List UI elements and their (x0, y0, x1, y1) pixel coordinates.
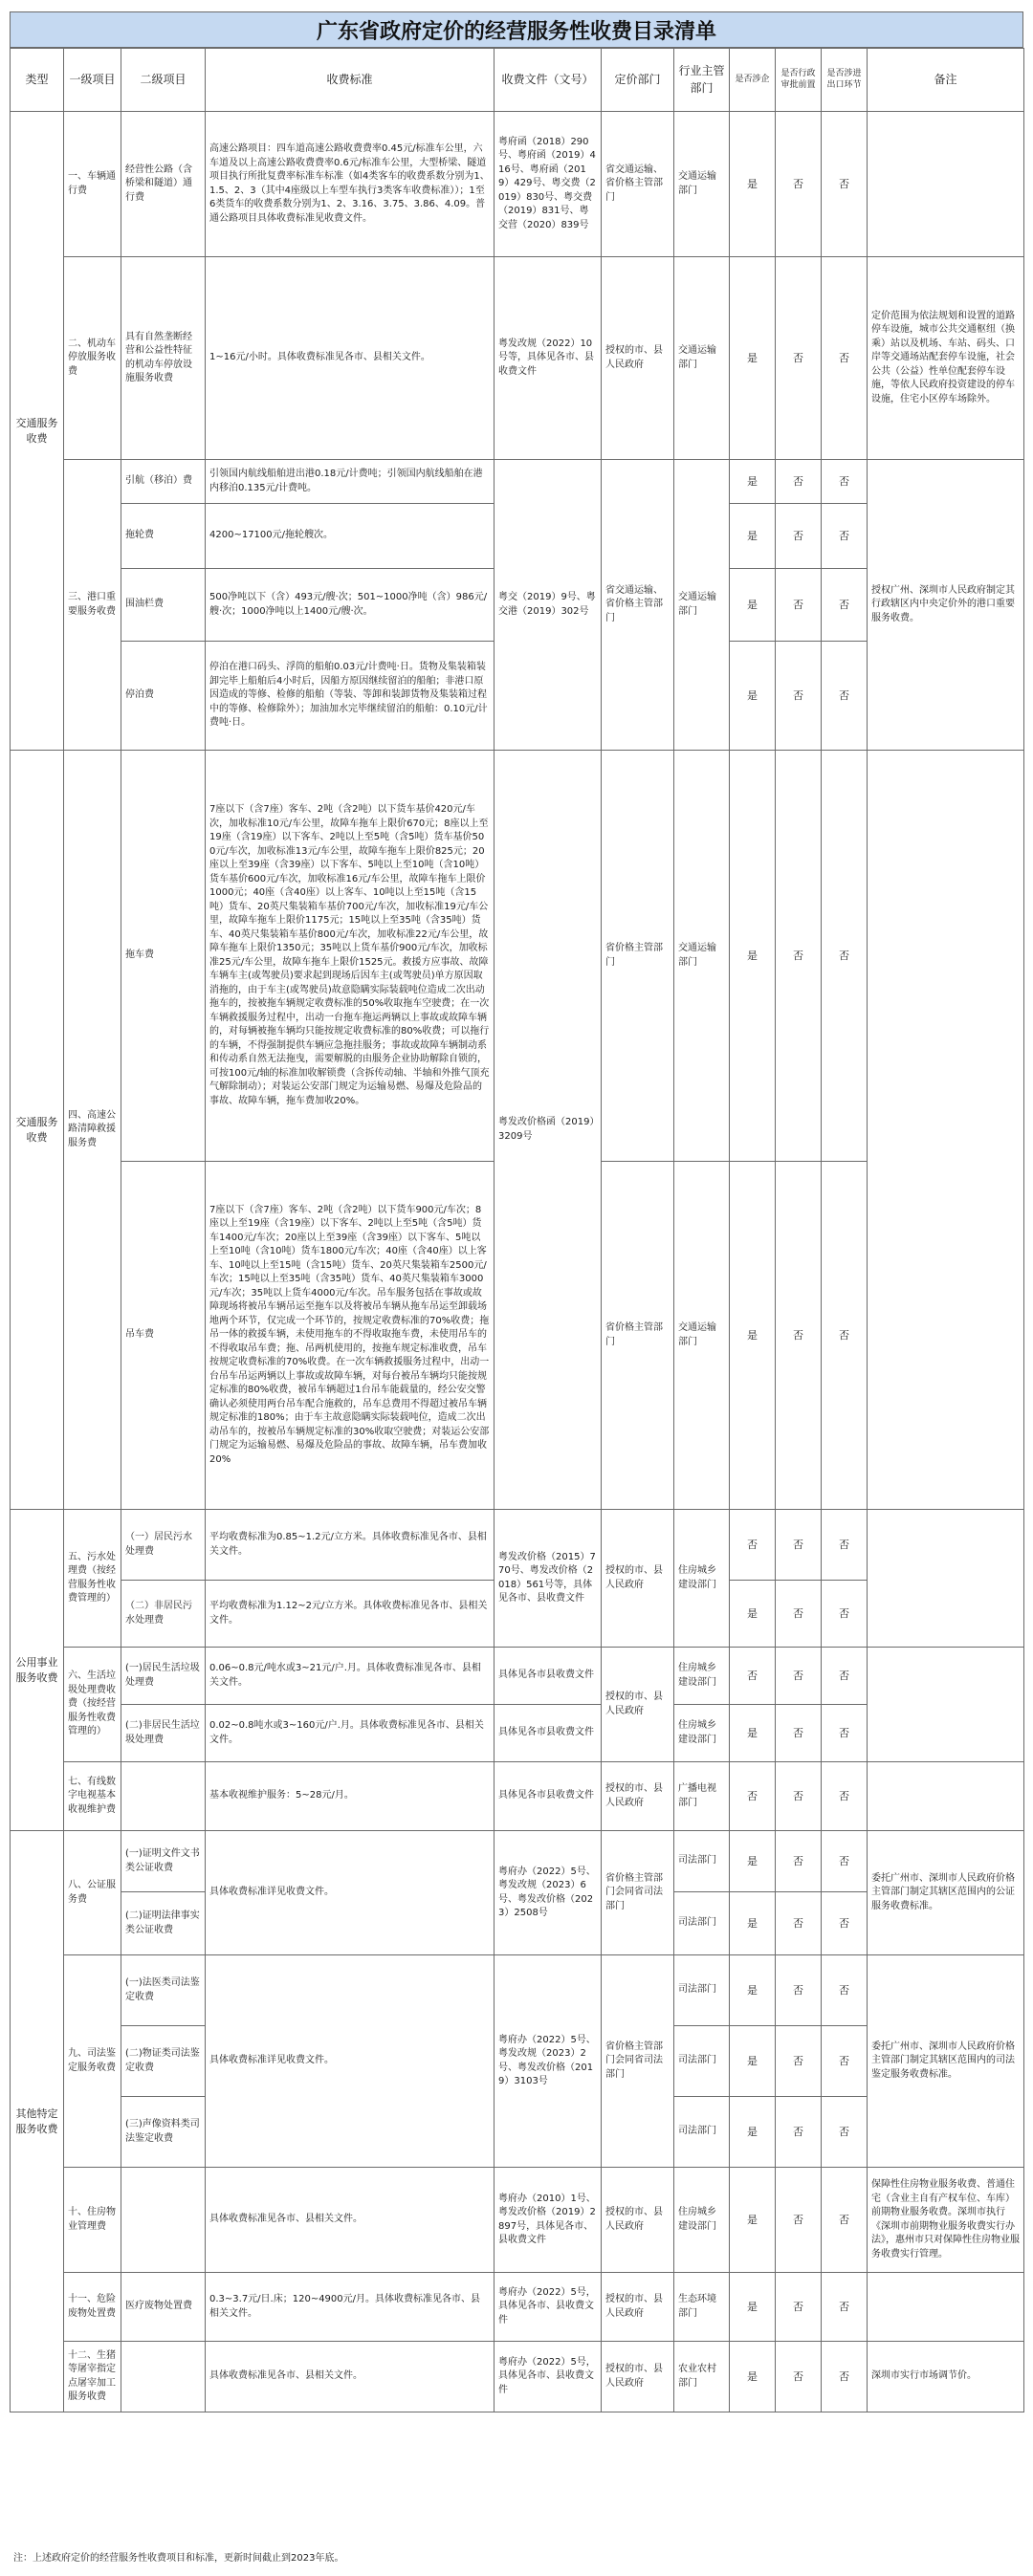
table-row: （二）非居民污水处理费 平均收费标准为1.12~2元/立方米。具体收费标准见各市、县相关文件。 是 否 否 (11, 1581, 1024, 1648)
table-row: 拖轮费 4200~17100元/拖轮艘次。 是 否 否 (11, 504, 1024, 569)
table-row: 吊车费 7座以下（含7座）客车、2吨（含2吨）以下货车900元/车次；8座以上至19座（含19座）以下客车、2吨以上至5吨（含5吨）货车1400元/车次；20座以上至39座（含39座）以下客车、5吨以上至10吨（含10吨）货车1800元/车次；40座（含40座）以上客车、10吨以上至15吨（含15吨）货车、20英尺集装箱车2500元/车次；15吨以上至35吨（含35吨）货车、40英尺集装箱车3000元/车次；35吨以上货车4000元/车次。吊车服务包括在事故或故障现场将被吊车辆吊运至拖车以及将被吊车辆从拖车吊运至卸载场地两个环节，仅完成一个环节的，按规定收费标准的70%收费；拖吊一体的救援车辆，未使用拖车的不得收取拖车费，未使用吊车的不得收取吊车费；拖、吊两机使用的，按拖车规定标准收费，吊车按规定收费标准的70%收费。在一次车辆救援服务过程中，出动一台吊车吊运两辆以上事故或故障车辆，对每台被吊车辆均只能按规定标准的80%收费，被吊车辆超过1台吊车能载量的，经公安交警确认必须使用两台吊车配合施救的，吊车总费用不得超过被吊车辆规定标准的180%；由于车主故意隐瞒实际装载吨位，造成二次出动吊车的，按被吊车辆规定标准的30%收取空驶费；对装运公安部门规定为运输易燃、易爆及危险品的事故、故障车辆，吊车费加收20% 省价格主管部门 交通运输部门 是 否 否 (11, 1162, 1024, 1510)
header-standard: 收费标准 (206, 49, 495, 112)
table-row: (三)声像资料类司法鉴定收费 司法部门 是 否 否 (11, 2097, 1024, 2168)
table-row: 交通服务收费 四、高速公路清障救援服务费 拖车费 7座以下（含7座）客车、2吨（含2吨）以下货车基价420元/车次，加收标准10元/车公里，故障车拖车上限价670元；8座以上至19座（含19座）以下客车、2吨以上至5吨（含5吨）货车基价500元/车次，加收标准13元/车公里，故障车拖车上限价825元；20座以上至39座（含39座）以下客车、5吨以上至10吨（含10吨）货车基价600元/车次，加收标准16元/车公里，故障车拖车上限价1000元；40座（含40座）以上客车、10吨以上至15吨（含15吨）货车、20英尺集装箱车基价700元/车次，加收标准19元/车公里，故障车拖车上限价1175元；15吨以上至35吨（含35吨）货车、40英尺集装箱车基价800元/车次，加收标准22元/车公里，故障车拖车上限价1350元；35吨以上货车基价900元/车次，加收标准25元/车公里，故障车拖车上限价1525元。救援方应事故、故障车辆车主(或驾驶员)要求起到现场后因车主(或驾驶员)单方原因取消拖的，由于车主(或驾驶员)故意隐瞒实际装载吨位造成二次出动拖车的，按被拖车辆规定收费标准的50%收取拖车空驶费；在一次车辆救援服务过程中，出动一台拖车拖运两辆以上事故或故障车辆的，对每辆被拖车辆均只能按规定收费标准的80%收费；可以拖行的车辆，不得强制提供车辆应急拖挂服务；事故或故障车辆制动系和传动系自然无法拖曳，需要解脱的由服务企业协助解除自锁的，可按100元/轴的标准加收解锁费（含拆传动轴、半轴和外推气顶充气解除制动）；对装运公安部门规定为运输易燃、易爆及危险品的事故、故障车辆，拖车费加收20%。 粤发改价格函（2019）3209号 省价格主管部门 交通运输部门 是 否 否 (11, 751, 1024, 1162)
table-row: (二)物证类司法鉴定收费 司法部门 是 否 否 (11, 2026, 1024, 2097)
category-cell: 其他特定服务收费 (11, 1831, 64, 2412)
category-cell: 交通服务收费 (11, 112, 64, 751)
header-row (11, 49, 1024, 112)
header-enterprise: 是否涉企 (730, 49, 776, 112)
table-row: 围油栏费 500净吨以下（含）493元/艘·次；501~1000净吨（含）986元/艘·次；1000净吨以上1400元/艘·次。 是 否 否 (11, 569, 1024, 642)
header-level2: 二级项目 (121, 49, 206, 112)
category-cell: 交通服务收费 (11, 751, 64, 1510)
header-industry-dept: 行业主管部门 (674, 49, 730, 112)
header-import-export: 是否涉进出口环节 (822, 49, 868, 112)
table-row: 六、生活垃圾处理费收费（按经营服务性收费管理的） (一)居民生活垃圾处理费 0.06~0.8元/吨水或3~21元/户.月。具体收费标准见各市、县相关文件。 具体见各市县收费文件 授权的市、县人民政府 住房城乡建设部门 否 否 否 (11, 1648, 1024, 1705)
table-row: 七、有线数字电视基本收视维护费 基本收视维护服务：5~28元/月。 具体见各市县收费文件 授权的市、县人民政府 广播电视部门 否 否 否 (11, 1762, 1024, 1831)
table-row: 十、住房物业管理费 具体收费标准见各市、县相关文件。 粤府办（2010）1号、粤发改价格（2019）2897号，具体见各市、县收费文件 授权的市、县人民政府 住房城乡建设部门 是 否 否 保障性住房物业服务收费、普通住宅（含业主自有产权车位、车库）前期物业服务收费。深圳市执行《深圳市前期物业服务收费实行办法》，惠州市只对保障性住房物业服务收费实行管理。 (11, 2168, 1024, 2273)
header-remark: 备注 (868, 49, 1024, 112)
table-row: 十一、危险废物处置费 医疗废物处置费 0.3~3.7元/日.床；120~4900元/月。具体收费标准见各市、县相关文件。 粤府办（2022）5号，具体见各市、县收费文件 授权的市、县人民政府 生态环境部门 是 否 否 (11, 2273, 1024, 2342)
fee-table (10, 48, 1024, 2412)
table-row: 三、港口重要服务收费 引航（移泊）费 引领国内航线船舶进出港0.18元/计费吨；引领国内航线船舶在港内移泊0.135元/计费吨。 粤交（2019）9号、粤交港（2019）302号 省交通运输、省价格主管部门 交通运输部门 是 否 否 授权广州、深圳市人民政府制定其行政辖区内中央定价外的港口重要服务收费。 (11, 460, 1024, 504)
header-approval: 是否行政审批前置 (776, 49, 822, 112)
table-row: 交通服务收费 一、车辆通行费 经营性公路（含桥梁和隧道）通行费 高速公路项目：四车道高速公路收费费率0.45元/标准车公里，六车道及以上高速公路收费费率0.6元/标准车公里，大型桥梁、隧道项目执行所批复费率标准车标准（如4类客车的收费系数分别为1、1.5、2、3（其中4座级以上车型车执行3类客车收费标准））；1至6类货车的收费系数分别为1、2、3.16、3.75、3.86、4.09。普通公路项目具体收费标准见收费文件。 粤府函（2018）290号、粤府函（2019）416号、粤府函（2019）429号、粤交费（2019）830号、粤交费（2019）831号、粤交营（2020）839号 省交通运输、省价格主管部门 交通运输部门 是 否 否 (11, 112, 1024, 257)
table-row: 二、机动车停放服务收费 具有自然垄断经营和公益性特征的机动车停放设施服务收费 1~16元/小时。具体收费标准见各市、县相关文件。 粤发改规（2022）10号等，具体见各市、县收费文件 授权的市、县人民政府 交通运输部门 是 否 否 定价范围为依法规划和设置的道路停车设施，城市公共交通枢纽（换乘）站以及机场、车站、码头、口岸等交通场站配套停车设施，社会公共（公益）性单位配套停车设施，等依人民政府投资建设的停车设施，住宅小区停车场除外。 (11, 257, 1024, 460)
header-document: 收费文件（文号） (495, 49, 602, 112)
header-level1: 一级项目 (64, 49, 121, 112)
table-row: (二)非居民生活垃圾处理费 0.02~0.8吨水或3~160元/户.月。具体收费标准见各市、县相关文件。 具体见各市县收费文件 住房城乡建设部门 是 否 否 (11, 1705, 1024, 1762)
table-row: 九、司法鉴定服务收费 (一)法医类司法鉴定收费 具体收费标准详见收费文件。 粤府办（2022）5号、粤发改规（2023）2号、粤发改价格（2019）3103号 省价格主管部门会同省司法部门 司法部门 是 否 否 委托广州市、深圳市人民政府价格主管部门制定其辖区范围内的司法鉴定服务收费标准。 (11, 1955, 1024, 2026)
header-type: 类型 (11, 49, 64, 112)
document-title: 广东省政府定价的经营服务性收费目录清单 (10, 11, 1023, 48)
table-row: 其他特定服务收费 八、公证服务费 (一)证明文件文书类公证收费 具体收费标准详见收费文件。 粤府办（2022）5号、粤发改规（2023）6号、粤发改价格（2023）2508号 省价格主管部门会同省司法部门 司法部门 是 否 否 委托广州市、深圳市人民政府价格主管部门制定其辖区范围内的公证服务收费标准。 (11, 1831, 1024, 1892)
table-row: 停泊费 停泊在港口码头、浮筒的船舶0.03元/计费吨·日。货物及集装箱装卸完毕上船舶后4小时后，因船方原因继续留泊的船舶；非港口原因造成的等修、检修的船舶（等装、等卸和装卸货物及集装箱过程中的等修、检修除外）；加油加水完毕继续留泊的船舶：0.10元/计费吨·日。 是 否 否 (11, 642, 1024, 751)
table-row: (二)证明法律事实类公证收费 司法部门 是 否 否 (11, 1892, 1024, 1955)
table-row: 公用事业服务收费 五、污水处理费（按经营服务性收费管理的） （一）居民污水处理费 平均收费标准为0.85~1.2元/立方米。具体收费标准见各市、县相关文件。 粤发改价格（2015）770号、粤发改价格（2018）561号等，具体见各市、县收费文件 授权的市、县人民政府 住房城乡建设部门 否 否 否 (11, 1510, 1024, 1581)
category-cell: 公用事业服务收费 (11, 1510, 64, 1831)
footnote: 注：上述政府定价的经营服务性收费项目和标准，更新时间截止到2023年底。 (13, 2553, 344, 2564)
header-pricing-dept: 定价部门 (602, 49, 674, 112)
table-row: 十二、生猪等屠宰指定点屠宰加工服务收费 具体收费标准见各市、县相关文件。 粤府办（2022）5号，具体见各市、县收费文件 授权的市、县人民政府 农业农村部门 是 否 否 深圳市实行市场调节价。 (11, 2342, 1024, 2412)
